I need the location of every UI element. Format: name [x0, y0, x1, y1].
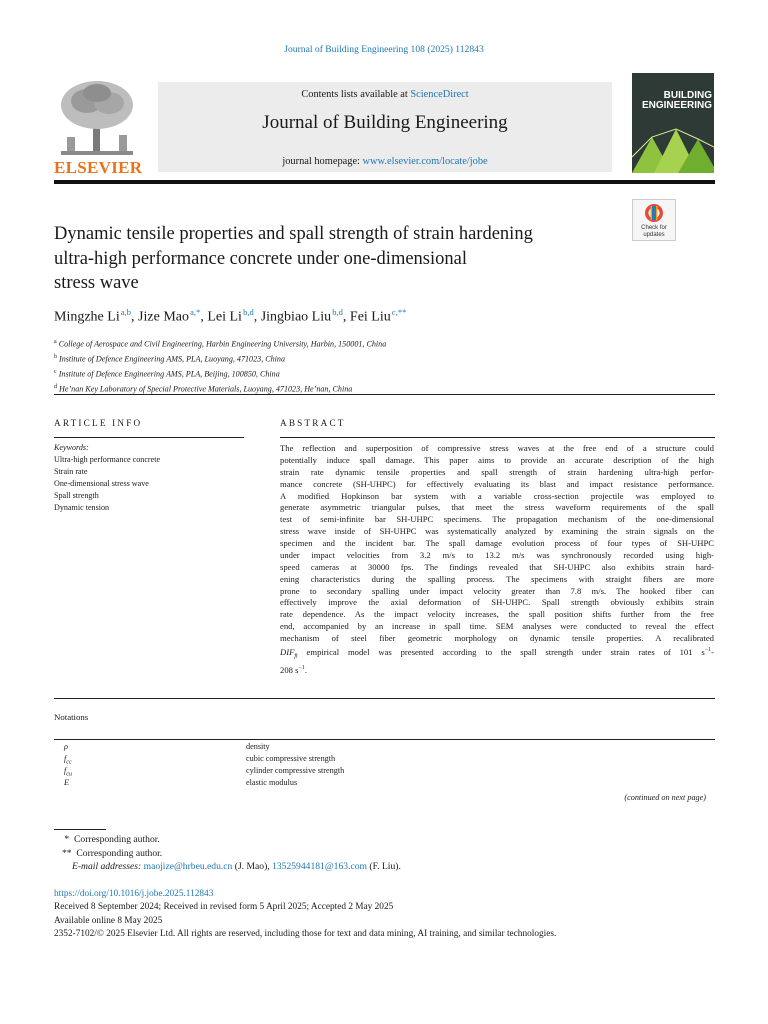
affiliation-text: Institute of Defence Engineering AMS, PLA, Luoyang, 471023, China — [59, 354, 286, 364]
footnote-rule — [54, 829, 106, 830]
abstract-line: under impact velocities from 3.2 m/s to 13.2 m/s was synchronously recorded using high- — [280, 549, 714, 560]
homepage-prefix: journal homepage: — [282, 156, 363, 167]
footnote-corresponding-2 — [62, 847, 401, 861]
abstract-text-run: 208 s — [280, 665, 299, 676]
affiliation — [54, 351, 654, 366]
unit-exponent: −1 — [704, 646, 712, 653]
crossmark-line1: Check for — [641, 225, 667, 231]
notation-symbol: $f_{cu}$ — [64, 766, 72, 778]
notation-row — [54, 741, 715, 753]
abstract-line: specimen and the incident bar. The spall damage evolution process of four types of SH-UHPC — [280, 538, 714, 548]
contents-prefix: Contents lists available at — [301, 89, 411, 100]
abstract-line: The reflection and superposition of compressive stress waves at the free end of a structure could — [280, 443, 714, 453]
journal-cover-image[interactable] — [632, 73, 714, 173]
abstract-line: generate asymmetric triangular pulses, that meet the stress waveform requirements of the spall — [280, 502, 714, 513]
abstract-line: ening characteristics during the spalling process. The specimens with straight fibers are more — [280, 573, 714, 584]
elsevier-tree-icon — [57, 79, 137, 157]
section-divider — [54, 698, 715, 699]
footnote-emails — [62, 860, 401, 874]
notations-rule — [54, 739, 715, 740]
footnote-mark: * — [62, 834, 74, 845]
check-for-updates-button[interactable] — [632, 199, 676, 241]
title-line: Dynamic tensile properties and spall strength of strain hardening — [54, 224, 533, 244]
abstract-line: strain rate dynamic tensile properties and spall strength of strain hardening ultra-high perfor- — [280, 466, 714, 477]
notation-symbol: ρ — [64, 742, 68, 751]
notation-symbol: $f_{cc}$ — [64, 754, 72, 766]
notation-row — [54, 753, 715, 765]
affiliation — [54, 336, 654, 351]
affiliation-text: He’nan Key Laboratory of Special Protective Materials, Luoyang, 471023, He’nan, China — [59, 384, 353, 394]
affiliation — [54, 366, 654, 381]
doi-link[interactable]: https://doi.org/10.1016/j.jobe.2025.112843 — [54, 889, 214, 899]
keywords-label: Keywords: — [54, 443, 89, 452]
keywords-box — [54, 442, 244, 513]
notations-heading: Notations — [54, 712, 89, 722]
notation-row — [54, 777, 715, 789]
author-affil-sup[interactable]: c,** — [391, 307, 407, 317]
dif-symbol: DIF — [280, 646, 295, 657]
abstract-text-run: - — [711, 646, 714, 657]
abstract-line — [280, 663, 714, 677]
available-online: Available online 8 May 2025 — [54, 915, 163, 926]
affiliations — [54, 336, 654, 396]
abstract-line: mance concrete (SH-UHPC) for effectively evaluating its blast and impact resistance performance. — [280, 478, 714, 489]
footnotes — [62, 833, 401, 874]
abstract-rule — [280, 437, 715, 438]
affiliation-sup: b — [54, 353, 57, 360]
notation-definition: density — [246, 742, 270, 751]
footnote-mark: ** — [62, 847, 77, 859]
email-label: E-mail addresses: — [72, 861, 142, 873]
article-info-heading: ARTICLE INFO — [54, 418, 143, 428]
keyword: Strain rate — [54, 466, 88, 476]
crossmark-line2: updates — [643, 231, 665, 238]
abstract-line: stress wave inside of SH-UHPC was systematically analyzed by examining the strain signals on the — [280, 526, 714, 537]
abstract-line: prone to secondary spalling under impact velocity greater than 7.8 m/s. The hooked fiber can — [280, 585, 714, 596]
affiliation-text: College of Aerospace and Civil Engineering, Harbin Engineering University, Harbin, 150001, China — [58, 339, 387, 349]
publisher-name: ELSEVIER — [54, 158, 143, 177]
notation-definition: cubic compressive strength — [246, 754, 336, 763]
contents-line — [158, 89, 612, 100]
abstract-line: potentially induce spall damage. This paper aims to provide an accurate description of the high — [280, 454, 714, 465]
email-link[interactable]: maojize@hrbeu.edu.cn — [143, 861, 233, 873]
footnote-text: Corresponding author. — [74, 834, 160, 845]
abstract-line: effectively improve the axial deformation of SH-UHPC. Spall strength obviously exhibits strain — [280, 597, 714, 608]
abstract-line: mechanism of steel fiber geometric morphology on dynamic tensile properties. A recalibrated — [280, 633, 714, 643]
notation-row — [54, 765, 715, 777]
section-divider — [54, 394, 715, 395]
abstract-line: rate dependence. As the impact velocity increases, the spall position shifts further from the free — [280, 609, 714, 620]
email-owner: (J. Mao), — [232, 861, 273, 873]
running-header[interactable]: Journal of Building Engineering 108 (2025) 112843 — [284, 44, 484, 55]
affiliation-sup: a — [54, 339, 57, 345]
received-dates: Received 8 September 2024; Received in revised form 5 April 2025; Accepted 2 May 2025 — [54, 902, 394, 913]
author-name[interactable]: Jingbiao Liu — [260, 309, 332, 325]
title-line: stress wave — [54, 273, 139, 293]
affiliation-sup: c — [54, 368, 57, 375]
crossmark-text — [633, 225, 675, 238]
header-rule — [54, 180, 715, 184]
article-info-rule — [54, 437, 244, 438]
keyword: Ultra-high performance concrete — [54, 454, 161, 464]
abstract-line: test of semi-infinite bar SH-UHPC specimens. The propagation mechanism of the one-dimensional — [280, 514, 714, 525]
keyword: One-dimensional stress wave — [54, 478, 149, 488]
cover-title-line2: ENGINEERING — [641, 100, 712, 111]
paper-title — [54, 222, 624, 296]
abstract-line — [280, 645, 714, 663]
article-history — [54, 888, 556, 942]
abstract-text-run: . — [304, 665, 307, 676]
abstract-line: A modified Hopkinson bar system with a variable cross-section projectile was employed to — [280, 490, 714, 501]
author-list: Mingzhe Li $^{a,b}$, Jize Mao $^{a,*}$, Lei Li $^{b,d}$, Jingbiao Liu $^{b,d}$, Fei Liu $^{c,**}$ — [54, 307, 407, 325]
notation-definition: elastic modulus — [246, 778, 298, 787]
author-affil-sup[interactable]: a,* — [190, 307, 201, 317]
homepage-line — [158, 156, 612, 167]
cover-title-line1: BUILDING — [663, 90, 712, 101]
dif-subscript: ft — [294, 653, 298, 660]
author-name[interactable]: Fei Liu — [349, 309, 391, 325]
author-affil-sup[interactable]: a,b — [120, 307, 132, 317]
email-owner: (F. Liu). — [366, 861, 401, 873]
abstract-text-run: empirical model was presented according to the spall strength under strain rates of 101 s — [297, 646, 705, 657]
sciencedirect-link[interactable]: ScienceDirect — [410, 89, 469, 100]
continued-note: (continued on next page) — [624, 793, 706, 802]
author-name[interactable]: Mingzhe Li — [54, 309, 120, 325]
author-name[interactable]: Lei Li — [207, 309, 242, 325]
cover-title — [640, 91, 712, 111]
elsevier-logo[interactable] — [54, 79, 143, 177]
homepage-link[interactable]: www.elsevier.com/locate/jobe — [362, 156, 488, 167]
copyright: 2352-7102/© 2025 Elsevier Ltd. All rights are reserved, including those for text and data mining, AI training, and similar technologies. — [54, 929, 557, 940]
crossmark-icon — [633, 200, 675, 226]
journal-title: Journal of Building Engineering — [262, 112, 508, 133]
footnote-corresponding-1 — [62, 833, 401, 847]
abstract-line: end, accompanied by an increase in spall time. SEM analyses were conducted to reveal the effect — [280, 621, 714, 632]
author-affil-sup[interactable]: b,d — [243, 307, 254, 317]
author-name[interactable]: Jize Mao — [138, 309, 189, 325]
author-affil-sup[interactable]: b,d — [332, 307, 343, 317]
notation-symbol: E — [64, 778, 70, 787]
keyword: Spall strength — [54, 490, 99, 500]
masthead-box — [158, 82, 612, 172]
unit-exponent: −1 — [298, 665, 305, 672]
affiliation-text: Institute of Defence Engineering AMS, PLA, Beijing, 100850, China — [58, 369, 280, 379]
masthead — [54, 73, 715, 177]
notation-definition: cylinder compressive strength — [246, 766, 345, 775]
keyword: Dynamic tension — [54, 502, 110, 512]
abstract-heading: ABSTRACT — [280, 418, 346, 428]
affiliation-sup: d — [54, 383, 57, 390]
footnote-text: Corresponding author. — [76, 847, 163, 859]
email-link[interactable]: 13525944181@163.com — [272, 861, 367, 873]
cover-graphic — [632, 117, 714, 173]
title-line: ultra-high performance concrete under one-dimensional — [54, 248, 467, 269]
abstract-line: speed cameras at 30000 fps. The findings revealed that SH-UHPC also exhibits strain hard- — [280, 561, 714, 572]
notations-table — [54, 741, 715, 789]
abstract-text — [280, 443, 714, 677]
